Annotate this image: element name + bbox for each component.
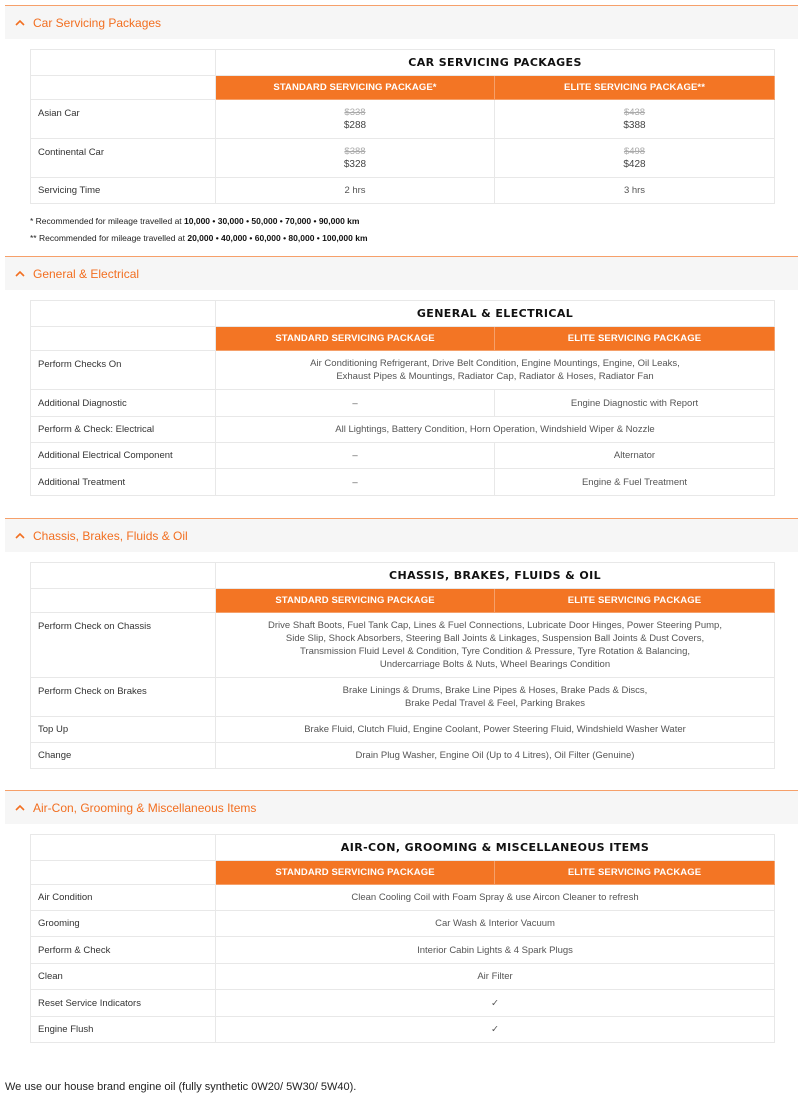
section-header-car-servicing-packages[interactable] xyxy=(5,5,798,39)
standard-value: 2 hrs xyxy=(216,178,495,204)
column-header-standard: STANDARD SERVICING PACKAGE xyxy=(216,327,495,351)
row-label: Reset Service Indicators xyxy=(31,990,216,1017)
table-row xyxy=(31,443,775,469)
table-row xyxy=(31,964,775,990)
row-label: Perform Check on Brakes xyxy=(31,678,216,717)
table-row xyxy=(31,100,775,139)
row-label: Top Up xyxy=(31,717,216,743)
empty-cell xyxy=(31,563,216,589)
row-label: Servicing Time xyxy=(31,178,216,204)
shared-value: Brake Linings & Drums, Brake Line Pipes & Hoses, Brake Pads & Discs, Brake Pedal Travel & Feel, Parking Brakes xyxy=(216,678,775,717)
table-row xyxy=(31,990,775,1017)
general-electrical-table xyxy=(30,300,775,496)
section-header-label: Car Servicing Packages xyxy=(33,15,162,30)
elite-value: Engine & Fuel Treatment xyxy=(495,469,775,496)
original-price: $388 xyxy=(344,146,366,157)
elite-value: 3 hrs xyxy=(495,178,775,204)
empty-cell xyxy=(31,861,216,885)
row-label: Additional Electrical Component xyxy=(31,443,216,469)
checkmark-icon: ✓ xyxy=(216,990,775,1017)
shared-value: Interior Cabin Lights & 4 Spark Plugs xyxy=(216,937,775,964)
column-header-standard: STANDARD SERVICING PACKAGE* xyxy=(216,76,495,100)
shared-value: Drain Plug Washer, Engine Oil (Up to 4 Litres), Oil Filter (Genuine) xyxy=(216,743,775,769)
section-header-label: Air-Con, Grooming & Miscellaneous Items xyxy=(33,800,257,815)
section-header-chassis-brakes-fluids-oil[interactable] xyxy=(5,518,798,552)
table-row xyxy=(31,937,775,964)
engine-oil-note: We use our house brand engine oil (fully synthetic 0W20/ 5W30/ 5W40). xyxy=(5,1081,357,1093)
table-row xyxy=(31,885,775,911)
row-label: Air Condition xyxy=(31,885,216,911)
discounted-price: $388 xyxy=(623,120,646,131)
footnote-mileage: 10,000 • 30,000 • 50,000 • 70,000 • 90,000 km xyxy=(184,216,360,226)
elite-price-cell xyxy=(495,100,775,139)
section-header-general-electrical[interactable] xyxy=(5,256,798,290)
table-row xyxy=(31,613,775,678)
table-row xyxy=(31,678,775,717)
table-row xyxy=(31,390,775,417)
shared-value: Brake Fluid, Clutch Fluid, Engine Coolant, Power Steering Fluid, Windshield Washer Water xyxy=(216,717,775,743)
empty-cell xyxy=(31,327,216,351)
empty-cell xyxy=(31,589,216,613)
footnote-mileage: 20,000 • 40,000 • 60,000 • 80,000 • 100,000 km xyxy=(187,233,368,243)
column-header-standard: STANDARD SERVICING PACKAGE xyxy=(216,589,495,613)
discounted-price: $288 xyxy=(343,120,367,131)
empty-cell xyxy=(31,835,216,861)
aircon-grooming-misc-table xyxy=(30,834,775,1043)
chevron-up-icon xyxy=(15,531,25,541)
table-row xyxy=(31,717,775,743)
row-label: Continental Car xyxy=(31,139,216,178)
table-title: AIR-CON, GROOMING & MISCELLANEOUS ITEMS xyxy=(216,835,775,861)
table-row xyxy=(31,178,775,204)
table-title: CAR SERVICING PACKAGES xyxy=(216,50,775,76)
car-servicing-packages-table xyxy=(30,49,775,204)
chevron-up-icon xyxy=(15,18,25,28)
table-row xyxy=(31,469,775,496)
elite-value: Engine Diagnostic with Report xyxy=(495,390,775,417)
shared-value: Air Conditioning Refrigerant, Drive Belt Condition, Engine Mountings, Engine, Oil Leaks, Exhaust Pipes & Mountings, Radiator Cap, Radiator & Hoses, Radiator Fan xyxy=(216,351,775,390)
row-label: Additional Diagnostic xyxy=(31,390,216,417)
table-title: GENERAL & ELECTRICAL xyxy=(216,301,775,327)
standard-price-cell xyxy=(216,100,495,139)
table-row xyxy=(31,351,775,390)
standard-price-cell xyxy=(216,139,495,178)
row-label: Engine Flush xyxy=(31,1017,216,1043)
column-header-elite: ELITE SERVICING PACKAGE xyxy=(495,589,775,613)
original-price: $438 xyxy=(623,107,646,118)
footnote-elite xyxy=(30,233,368,243)
standard-value: – xyxy=(216,390,495,417)
column-header-elite: ELITE SERVICING PACKAGE xyxy=(495,861,775,885)
shared-value: Air Filter xyxy=(216,964,775,990)
empty-cell xyxy=(31,301,216,327)
original-price: $498 xyxy=(623,146,646,157)
footnote-text: ** Recommended for mileage travelled at xyxy=(30,233,188,243)
column-header-elite: ELITE SERVICING PACKAGE xyxy=(495,327,775,351)
row-label: Perform Checks On xyxy=(31,351,216,390)
shared-value: Clean Cooling Coil with Foam Spray & use Aircon Cleaner to refresh xyxy=(216,885,775,911)
shared-value: All Lightings, Battery Condition, Horn Operation, Windshield Wiper & Nozzle xyxy=(216,417,775,443)
row-label: Change xyxy=(31,743,216,769)
row-label: Perform & Check xyxy=(31,937,216,964)
discounted-price: $328 xyxy=(343,159,367,170)
original-price: $338 xyxy=(344,107,366,118)
section-header-aircon-grooming-misc[interactable] xyxy=(5,790,798,824)
table-row xyxy=(31,743,775,769)
table-row xyxy=(31,417,775,443)
standard-value: – xyxy=(216,469,495,496)
chevron-up-icon xyxy=(15,269,25,279)
column-header-elite: ELITE SERVICING PACKAGE** xyxy=(495,76,775,100)
standard-value: – xyxy=(216,443,495,469)
table-row xyxy=(31,139,775,178)
chassis-brakes-fluids-oil-table xyxy=(30,562,775,769)
discounted-price: $428 xyxy=(623,159,646,170)
row-label: Perform Check on Chassis xyxy=(31,613,216,678)
table-title: CHASSIS, BRAKES, FLUIDS & OIL xyxy=(216,563,775,589)
row-label: Grooming xyxy=(31,911,216,937)
table-row xyxy=(31,911,775,937)
column-header-standard: STANDARD SERVICING PACKAGE xyxy=(216,861,495,885)
footnote-text: * Recommended for mileage travelled at xyxy=(30,216,185,226)
table-row xyxy=(31,1017,775,1043)
row-label: Asian Car xyxy=(31,100,216,139)
row-label: Additional Treatment xyxy=(31,469,216,496)
row-label: Clean xyxy=(31,964,216,990)
elite-price-cell xyxy=(495,139,775,178)
elite-value: Alternator xyxy=(495,443,775,469)
shared-value: Drive Shaft Boots, Fuel Tank Cap, Lines & Fuel Connections, Lubricate Door Hinges, Power Steering Pump, Side Slip, Shock Absorbers, Steering Ball Joints & Linkages, Suspension Ball Joints & Dust Covers, Transmission Fluid Level & Condition, Tyre Condition & Pressure, Tyre Rotation & Balancing, Undercarriage Bolts & Nuts, Wheel Bearings Condition xyxy=(216,613,775,678)
chevron-up-icon xyxy=(15,803,25,813)
section-header-label: Chassis, Brakes, Fluids & Oil xyxy=(33,528,188,543)
footnote-standard xyxy=(30,216,359,226)
section-header-label: General & Electrical xyxy=(33,266,140,281)
empty-cell xyxy=(31,50,216,76)
row-label: Perform & Check: Electrical xyxy=(31,417,216,443)
shared-value: Car Wash & Interior Vacuum xyxy=(216,911,775,937)
checkmark-icon: ✓ xyxy=(216,1017,775,1043)
empty-cell xyxy=(31,76,216,100)
